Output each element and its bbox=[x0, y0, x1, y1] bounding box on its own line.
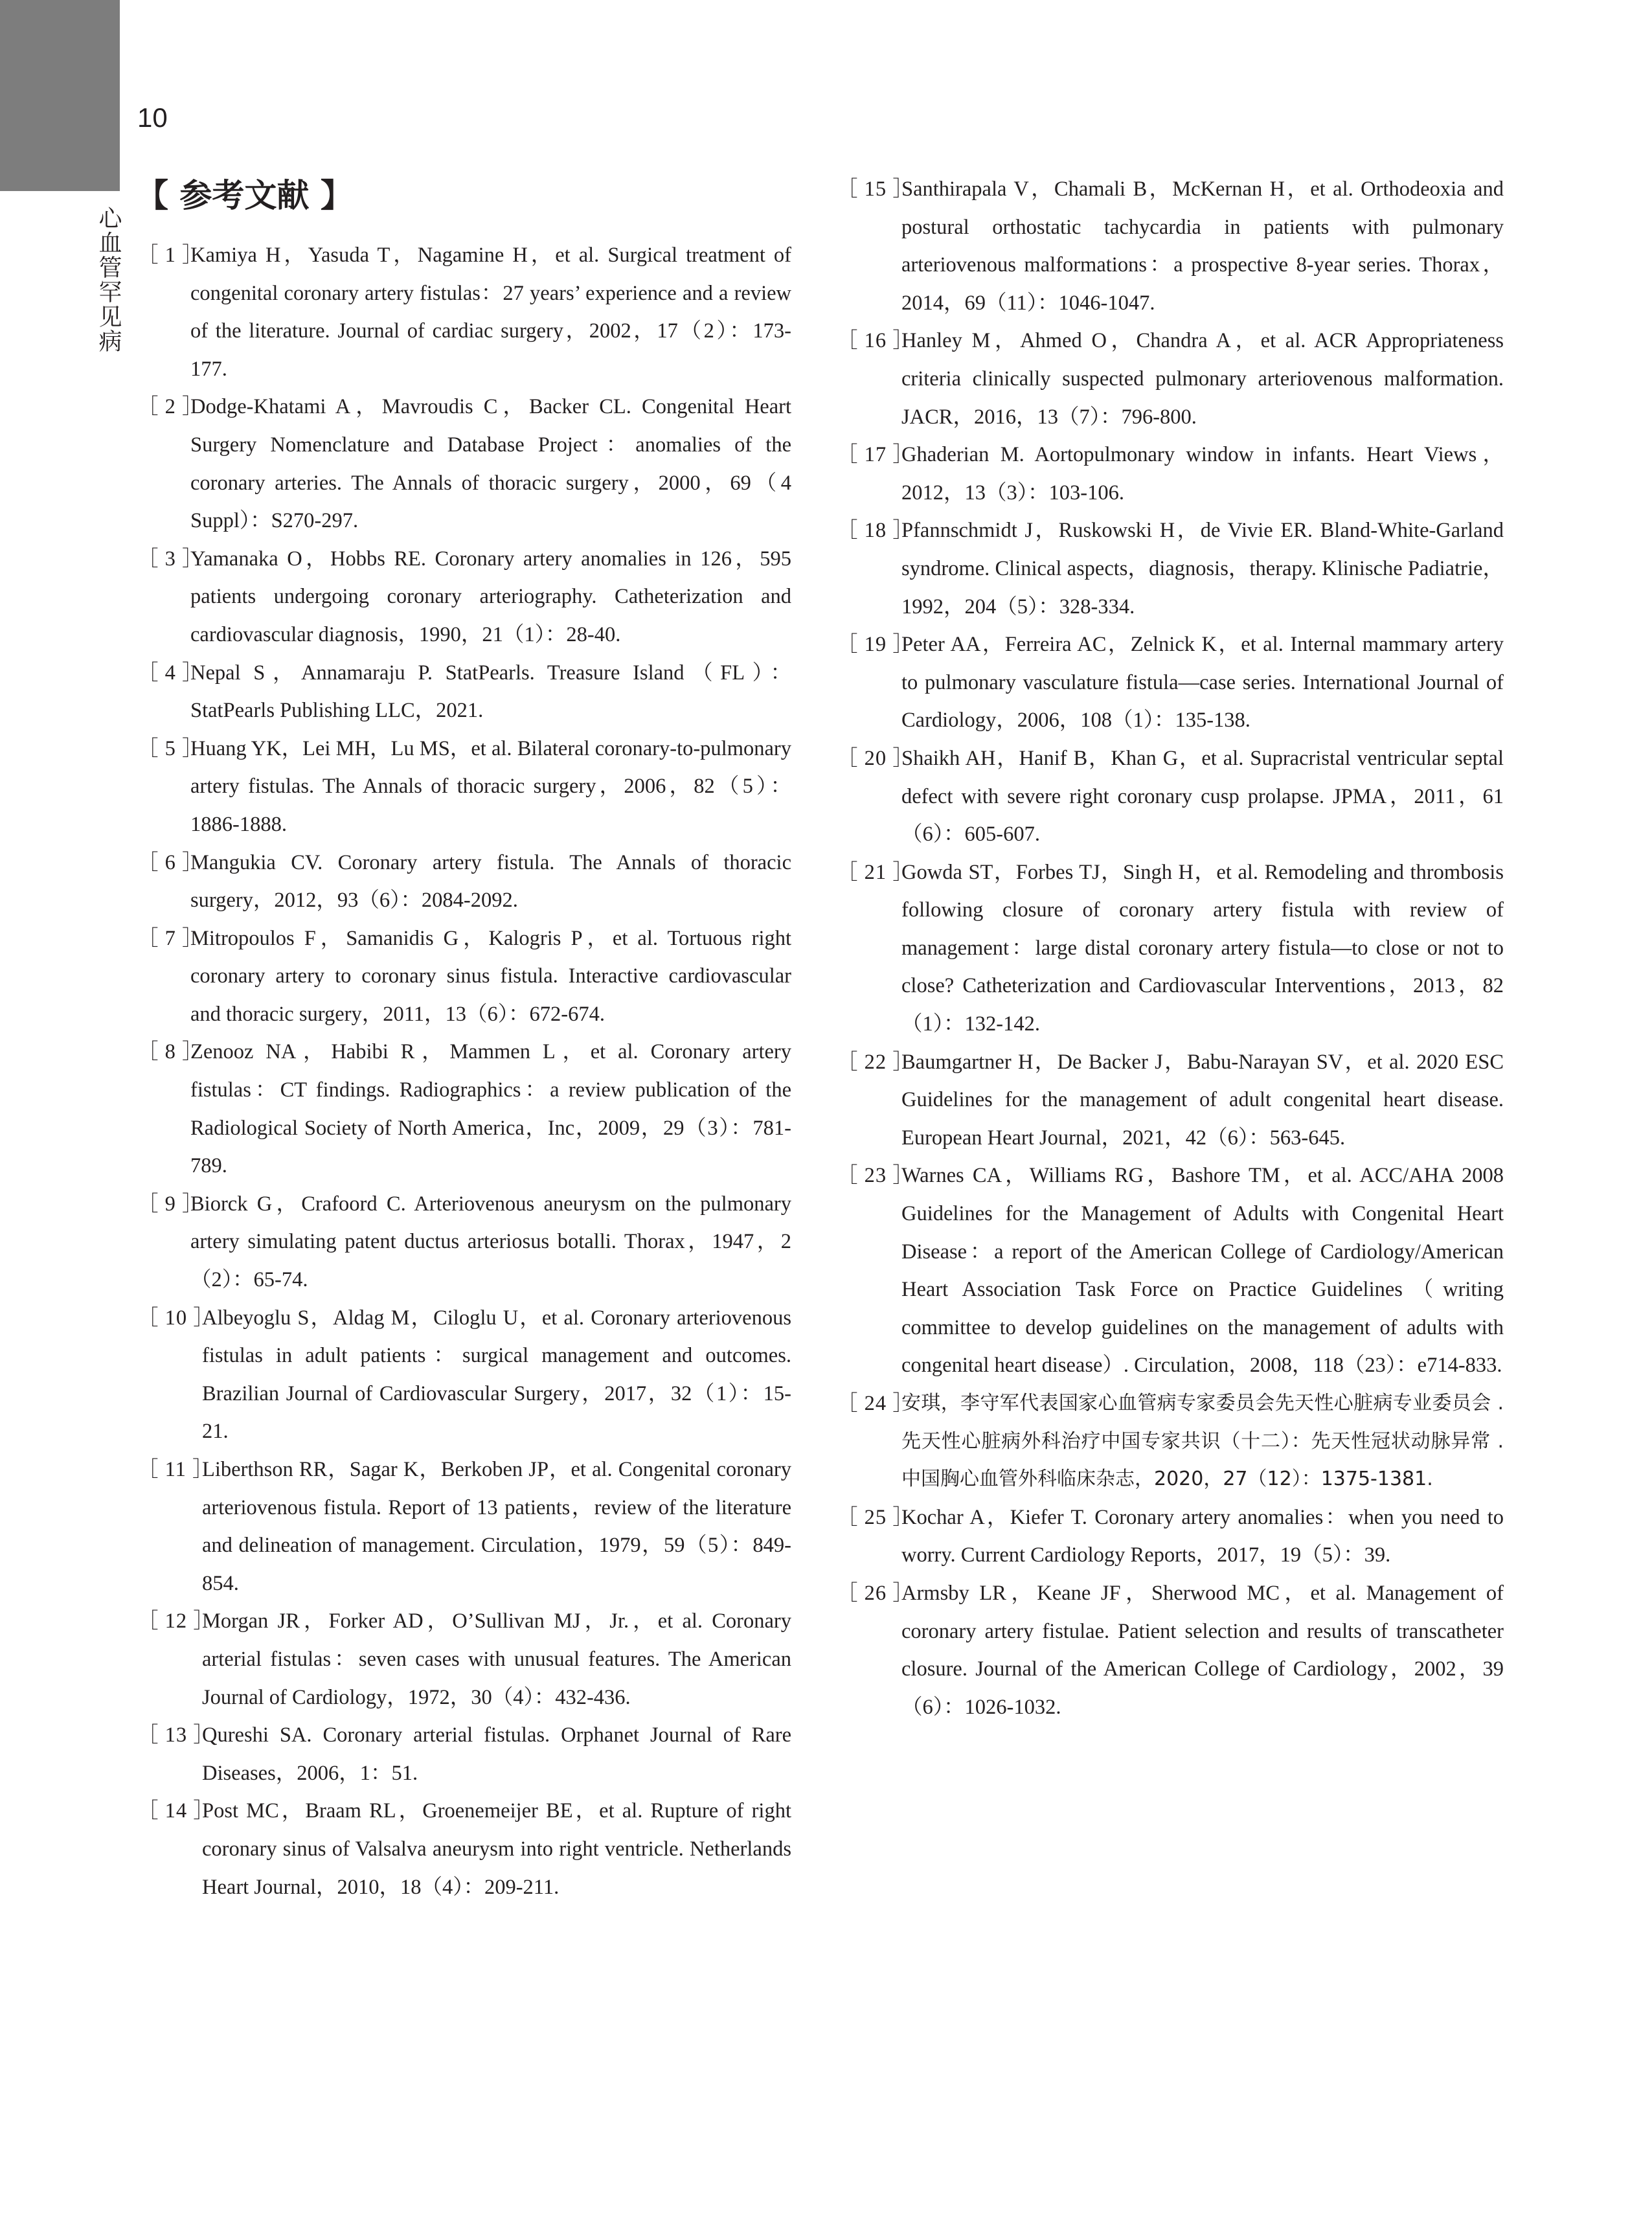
reference-item bbox=[837, 1574, 1504, 1726]
reference-number: ［ 13 ］ bbox=[137, 1723, 215, 1747]
reference-text: Kochar A，Kiefer T. Coronary artery anomalies：when you need to worry. Current Cardiology Reports，2017，19（5）：39. bbox=[901, 1505, 1504, 1567]
reference-text: Mitropoulos F，Samanidis G，Kalogris P，et al. Tortuous right coronary artery to coronary sinus fistula. Interactive cardiovascular and thoracic surgery，2011，13（6）：672-674. bbox=[190, 926, 791, 1026]
reference-item bbox=[837, 512, 1504, 626]
reference-item bbox=[837, 854, 1504, 1043]
reference-text: Biorck G，Crafoord C. Arteriovenous aneurysm on the pulmonary artery simulating patent ductus arteriosus botalli. Thorax，1947，2（2）：65-74. bbox=[190, 1192, 791, 1292]
reference-text: Qureshi SA. Coronary arterial fistulas. Orphanet Journal of Rare Diseases，2006，1：51. bbox=[202, 1723, 791, 1785]
reference-number: ［ 3 ］ bbox=[137, 547, 204, 571]
reference-number: ［ 25 ］ bbox=[837, 1505, 914, 1529]
reference-number: ［ 17 ］ bbox=[837, 443, 914, 467]
reference-number: ［ 21 ］ bbox=[837, 860, 914, 884]
reference-number: ［ 7 ］ bbox=[137, 926, 204, 950]
reference-text: Warnes CA，Williams RG，Bashore TM，et al. ACC/AHA 2008 Guidelines for the Management of Adults with Congenital Heart Disease：a report of the American College of Cardiology/American Heart Association Task Force on Practice Guidelines（writing committee to develop guidelines on the management of adults with congenital heart disease）. Circulation，2008，118（23）：e714-833. bbox=[901, 1164, 1504, 1378]
reference-text: Albeyoglu S，Aldag M，Ciloglu U，et al. Coronary arteriovenous fistulas in adult patients：surgical management and outcomes. Brazilian Journal of Cardiovascular Surgery，2017，32（1）：15-21. bbox=[202, 1306, 791, 1444]
page-number: 10 bbox=[137, 102, 168, 133]
reference-item bbox=[837, 436, 1504, 512]
reference-item bbox=[837, 1043, 1504, 1157]
reference-text: 安琪，李守军代表国家心血管病专家委员会先天性心脏病专业委员会 . 先天性心脏病外科治疗中国专家共识（十二）：先天性冠状动脉异常 . 中国胸心血管外科临床杂志，2020，27（12）：1375-1381. bbox=[901, 1392, 1504, 1491]
reference-text: Post MC，Braam RL，Groenemeijer BE，et al. Rupture of right coronary sinus of Valsalva aneurysm into right ventricle. Netherlands Heart Journal，2010，18（4）：209-211. bbox=[202, 1799, 791, 1899]
reference-number: ［ 14 ］ bbox=[137, 1799, 215, 1823]
reference-item bbox=[137, 654, 791, 730]
reference-item bbox=[137, 236, 791, 388]
reference-text: Shaikh AH，Hanif B，Khan G，et al. Supracristal ventricular septal defect with severe right coronary cusp prolapse. JPMA，2011，61（6）：605-607. bbox=[901, 746, 1504, 846]
reference-number: ［ 9 ］ bbox=[137, 1192, 204, 1216]
chapter-side-title: 心血管罕见病 bbox=[95, 206, 122, 354]
chapter-tab bbox=[0, 0, 120, 191]
reference-item bbox=[837, 740, 1504, 854]
reference-text: Morgan JR，Forker AD，O’Sullivan MJ，Jr.，et al. Coronary arterial fistulas：seven cases with unusual features. The American Journal of Cardiology，1972，30（4）：432-436. bbox=[202, 1609, 791, 1709]
reference-text: Kamiya H，Yasuda T，Nagamine H，et al. Surgical treatment of congenital coronary artery fistulas：27 years’ experience and a review of the literature. Journal of cardiac surgery，2002，17（2）：173-177. bbox=[190, 244, 791, 381]
reference-number: ［ 22 ］ bbox=[837, 1050, 914, 1074]
reference-item bbox=[137, 1299, 791, 1451]
references-heading: 【 参考文献 】 bbox=[136, 177, 353, 214]
reference-number: ［ 1 ］ bbox=[137, 244, 204, 267]
reference-number: ［ 20 ］ bbox=[837, 746, 914, 770]
references-right-column bbox=[837, 170, 1504, 1726]
reference-text: Dodge-Khatami A，Mavroudis C，Backer CL. Congenital Heart Surgery Nomenclature and Database Project：anomalies of the coronary arteries. The Annals of thoracic surgery，2000，69（4 Suppl）：S270-297. bbox=[190, 395, 791, 533]
reference-number: ［ 4 ］ bbox=[137, 661, 204, 685]
reference-number: ［ 15 ］ bbox=[837, 177, 914, 201]
reference-item bbox=[837, 1499, 1504, 1574]
reference-item bbox=[137, 388, 791, 539]
reference-item bbox=[137, 540, 791, 654]
reference-text: Pfannschmidt J，Ruskowski H，de Vivie ER. Bland-White-Garland syndrome. Clinical aspects，diagnosis，therapy. Klinische Padiatrie，1992，204（5）：328-334. bbox=[901, 519, 1504, 619]
reference-item bbox=[137, 1792, 791, 1906]
reference-text: Zenooz NA，Habibi R，Mammen L，et al. Coronary artery fistulas：CT findings. Radiographics：a review publication of the Radiological Society of North America，Inc，2009，29（3）：781-789. bbox=[190, 1040, 791, 1178]
reference-item bbox=[137, 1602, 791, 1716]
reference-item bbox=[137, 730, 791, 844]
reference-item bbox=[137, 1033, 791, 1185]
reference-item bbox=[137, 1451, 791, 1602]
reference-item bbox=[837, 322, 1504, 436]
reference-number: ［ 18 ］ bbox=[837, 519, 914, 543]
reference-item bbox=[137, 844, 791, 920]
reference-number: ［ 26 ］ bbox=[837, 1581, 914, 1605]
reference-number: ［ 19 ］ bbox=[837, 633, 914, 657]
reference-item bbox=[137, 1716, 791, 1792]
reference-number: ［ 12 ］ bbox=[137, 1609, 215, 1633]
reference-text: Hanley M，Ahmed O，Chandra A，et al. ACR Appropriateness criteria clinically suspected pulmonary arteriovenous malformation. JACR，2016，13（7）：796-800. bbox=[901, 329, 1504, 429]
reference-number: ［ 6 ］ bbox=[137, 850, 204, 874]
reference-number: ［ 8 ］ bbox=[137, 1040, 204, 1064]
reference-text: Liberthson RR，Sagar K，Berkoben JP，et al. Congenital coronary arteriovenous fistula. Report of 13 patients，review of the literature and delineation of management. Circulation，1979，59（5）：849-854. bbox=[202, 1458, 791, 1595]
reference-text: Nepal S，Annamaraju P. StatPearls. Treasure Island（FL）：StatPearls Publishing LLC，2021. bbox=[190, 661, 791, 723]
reference-text: Peter AA，Ferreira AC，Zelnick K，et al. Internal mammary artery to pulmonary vasculature fistula—case series. International Journal of Cardiology，2006，108（1）：135-138. bbox=[901, 633, 1504, 733]
reference-number: ［ 23 ］ bbox=[837, 1164, 914, 1188]
reference-text: Mangukia CV. Coronary artery fistula. The Annals of thoracic surgery，2012，93（6）：2084-2092. bbox=[190, 850, 791, 913]
reference-number: ［ 24 ］ bbox=[837, 1392, 914, 1415]
reference-item bbox=[137, 1185, 791, 1299]
reference-item bbox=[837, 1385, 1504, 1499]
reference-text: Armsby LR，Keane JF，Sherwood MC，et al. Management of coronary artery fistulae. Patient selection and results of transcatheter closure. Journal of the American College of Cardiology，2002，39（6）：1026-1032. bbox=[901, 1581, 1504, 1719]
reference-item bbox=[837, 170, 1504, 322]
reference-number: ［ 16 ］ bbox=[837, 329, 914, 353]
reference-text: Ghaderian M. Aortopulmonary window in infants. Heart Views，2012，13（3）：103-106. bbox=[901, 443, 1504, 505]
reference-number: ［ 11 ］ bbox=[137, 1458, 214, 1481]
reference-number: ［ 2 ］ bbox=[137, 395, 204, 419]
reference-text: Yamanaka O，Hobbs RE. Coronary artery anomalies in 126，595 patients undergoing coronary arteriography. Catheterization and cardiovascular diagnosis，1990，21（1）：28-40. bbox=[190, 547, 791, 646]
reference-text: Huang YK，Lei MH，Lu MS，et al. Bilateral coronary-to-pulmonary artery fistulas. The Annals of thoracic surgery，2006，82（5）：1886-1888. bbox=[190, 736, 791, 836]
reference-number: ［ 5 ］ bbox=[137, 736, 204, 760]
reference-text: Baumgartner H，De Backer J，Babu-Narayan SV，et al. 2020 ESC Guidelines for the management of adult congenital heart disease. European Heart Journal，2021，42（6）：563-645. bbox=[901, 1050, 1504, 1150]
reference-item bbox=[137, 920, 791, 1034]
references-left-column bbox=[137, 236, 791, 1906]
reference-text: Gowda ST，Forbes TJ，Singh H，et al. Remodeling and thrombosis following closure of coronary artery fistula with review of management：large distal coronary artery fistula—to close or not to close? Catheterization and Cardiovascular Interventions，2013，82（1）：132-142. bbox=[901, 860, 1504, 1036]
reference-item bbox=[837, 626, 1504, 740]
reference-item bbox=[837, 1157, 1504, 1385]
reference-text: Santhirapala V，Chamali B，McKernan H，et al. Orthodeoxia and postural orthostatic tachycardia in patients with pulmonary arteriovenous malformations：a prospective 8-year series. Thorax，2014，69（11）：1046-1047. bbox=[901, 177, 1504, 315]
reference-number: ［ 10 ］ bbox=[137, 1306, 215, 1330]
